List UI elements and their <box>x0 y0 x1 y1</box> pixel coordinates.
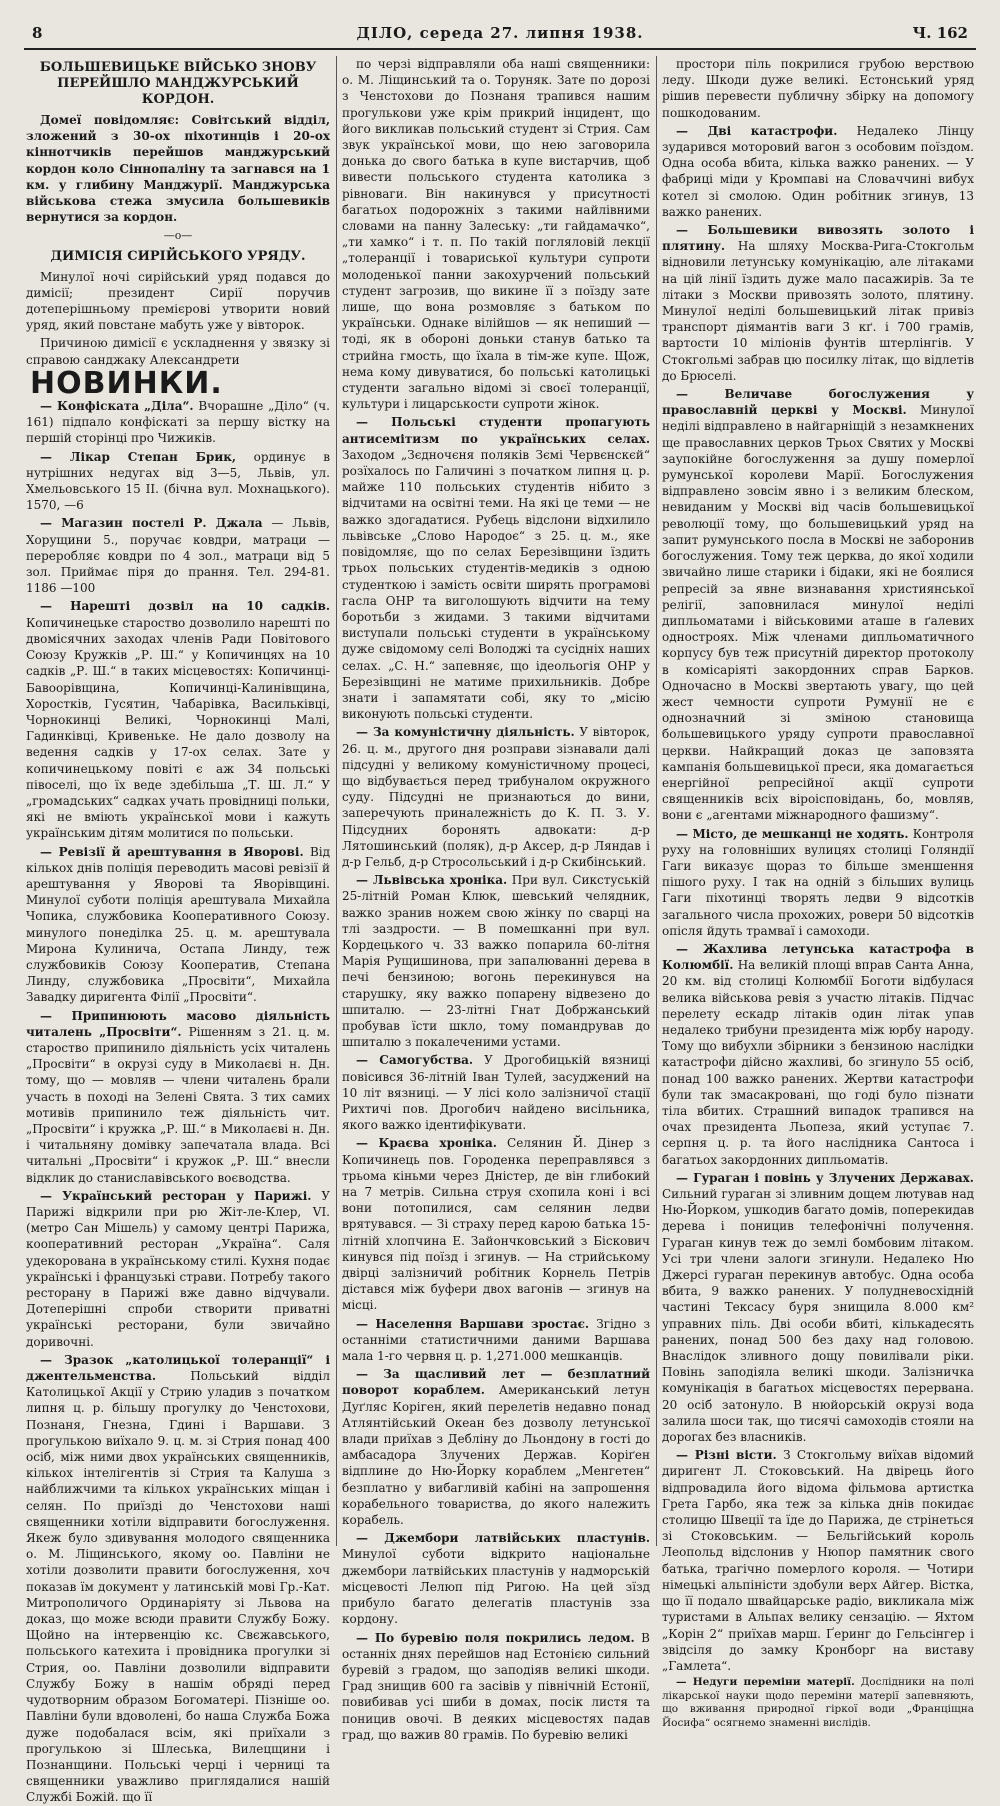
news-item-head: — За комуністичну діяльність. <box>356 725 575 740</box>
article-lead: Домеї повідомляє: Совітський відділ, зложений з 30-ох піхотинців і 20-ох кіннотчиків перейшов манджурський кордон коло Сіннопаліну та загнався на 1 км. у глибину Манджурії. Манджурська військова стежа змусила большевиків вернутися за кордон. <box>26 113 330 225</box>
news-item <box>342 1366 650 1528</box>
news-item-head: — Лікар Степан Брик, <box>40 449 237 464</box>
news-item-text: Від кількох днів поліція переводить масові ревізії й арештування у Яворові та Яворівщині. Минулої суботи поліція арештувала Михайла Чопика, службовика Кооперативного Союзу. минулого понеділка 25. ц. м. арештувала Мирона Кулинича, Остапа Линду, теж службовиків Союзу Кооператив, Степана Линду, службовика „Просвіти“, Михайла Завадку диригента Філії „Просвіти“. <box>26 844 330 1005</box>
news-item-head: — Недуги переміни матерії. <box>676 1676 855 1689</box>
news-item <box>342 724 650 870</box>
news-item-text: На шляху Москва-Рига-Стокгольм відновили летунську комунікацію, але літаками на цій лінії їздить дуже мало пасажирів. За те літаки з Москви привозять золото, плятину. Минулої неділі большевицький літак привіз транспорт діямантів ваги 3 кґ. і 700 грамів, вартости 10 міліонів фунтів штерлінгів. У Стокгольмі забрав цю посилку літак, що відлетів до Брюселі. <box>662 239 974 383</box>
news-item <box>26 598 330 841</box>
news-item-text: ординує в нутрішних недугах від 3—5, Львів, ул. Хмельовського 15 II. (бічна вул. Мохнацького). 1570, —6 <box>26 449 330 513</box>
news-item <box>26 844 330 1006</box>
news-item-text: Селянин Й. Дінер з Копичинець пов. Городенка переправлявся з трьома кіньми через Дністер, де він глибокий на 7 метрів. Сильна струя схопила коні і всі вони потопилися, сам селянин ледви врятувався. — Зі страху перед карою батька 15-літній хлопчина Е. Зайончковський з Біскович кинувся під поїзд і згинув. — На стрийському двірці залізничий робітник Корнель Петрів дістався між буфери двох вагонів — згинув на місці. <box>342 1136 650 1313</box>
news-item-head: — По буревію поля покрились ледом. <box>356 1630 635 1645</box>
news-item <box>342 1052 650 1133</box>
article-headline: БОЛЬШЕВИЦЬКЕ ВІЙСЬКО ЗНОВУ ПЕРЕЙШЛО МАНДЖУРСЬКИЙ КОРДОН. <box>39 60 317 107</box>
article-continuation: по черзі відправляли оба наші священники: о. М. Ліщинський та о. Торуняк. Зате по дорозі з Ченстохови до Познаня трапився нашим прогулькови уже крім прикрий інцидент, що його викликав польський студент зі Стрия. Сам звук української мови, що нею заговорила донька до свого батька в купе вистарчив, щоб вивести польського студента католика з рівноваги. Він накинувся у присутності багатьох подорожніх з такими найлівними словами на панну Залеську: „ти гайдамачко“, „ти хамко“ і т. п. По такій погляловій лекції „толеранції і товариської культури супроти молоденької панни закохурчений польський студент загрозив, що викине її з поїзду зате лише, що вона розмовляє з батьком по українськи. Однаке вілійшов — як непиший — тоді, як в обороні доньки станув батько та стрийна гмость, що їхала в тім-же купе. Щож, нема кому дивуватися, бо польські католицькі студенти загально відомі зі своєї толеранції, культури і лицарськости супроти жінок. <box>342 57 650 412</box>
news-item <box>662 941 974 1168</box>
news-item-head: — Самогубства. <box>356 1053 474 1068</box>
news-item-head: — Магазин постелі Р. Джала <box>40 516 263 531</box>
article-text: Причиною димісії є ускладнення у звязку зі справою санджаку Александрети <box>26 336 330 367</box>
article-continuation: простори піль покрилися грубою верствою леду. Шкоди дуже великі. Естонський уряд рішив перевести публичну збірку на допомогу пошкодованим. <box>662 57 974 120</box>
news-item-head: — Гураган і повінь у Злучених Державах. <box>676 1170 974 1185</box>
news-item-text: Минулої суботи відкрито національне джембори латвійських пластунів у надморській місцевості Лелюп під Ригою. На цей зїзд прибуло багато делегатів пластунів зза кордону. <box>342 1547 650 1627</box>
newspaper-title: ДІЛО, середа 27. липня 1938. <box>356 24 644 42</box>
news-item-text: — Львів, Хорущини 5., поручає ковдри, матраци — переробляє ковдри по 4 зол., матраци від 5 зол. Приймає піря до прання. Тел. 294-81. 1186 —100 <box>26 516 330 596</box>
news-item <box>26 1352 330 1806</box>
news-item-text: У вівторок, 26. ц. м., другого дня розправи зізнавали далі підсудні у великому комуністичному процесі, що відбувається перед трибуналом окружного суду. Підсудні не признаються до вини, заперечують приналежність до К. П. З. У. Підсудних боронять адвокати: д-р Лятошинський (поляк), д-р Аксер, д-р Ляндав і д-р Гельб, д-р Стросольський і д-р Скибінський. <box>342 725 651 869</box>
news-item-text: На великій площі вправ Санта Анна, 20 км. від столиці Колюмбії Боготи відбулася велика військова ревія з участю літаків. Підчас перелету ескадр літаків один літак упав недалеко трибуни президента між юрбу народу. Тому що вибухли збірники з бензиною наслідки катастрофи дійсно жахливі, бо згинуло 55 осіб, понад 100 важко ранених. Жертви катастрофи були так змасакровані, що годі було пізнати тіла вбитих. Страшний випадок трапився на очах президента Льопеза, який уступає 7. серпня ц. р. та його наслідника Сантоса і багатьох закордонних дипльоматів. <box>662 958 974 1167</box>
separator: —о— <box>163 229 193 243</box>
news-item <box>342 414 650 722</box>
issue-number: Ч. 162 <box>912 24 968 42</box>
news-item-text: Заходом „Зєдночєня поляків Зємі Червєнскєй“ розїхалось по Галичині з початком липня ц. р. майже 110 польських студентів нібито з відчитами на освітні теми. На які це теми — не важко здогадатися. Рубець відслони відхилило львівське „Слово Народоє“ з 25. ц. м., яке повідомляє, що по селах Березівщини їздить трьох польських студентів-медиків з одною студенткою і замість освіти ширять програмові гасла ОНР та виголошують відчити на тему боротьби з жидами. З такими відчитами виступали польські студенти в українському дуже свідомому селі Володжі та сусідніх наших селах. „С. Н.“ запевняє, що ідеольогія ОНР у Березівщині не матиме прихильників. Добре знати і запамятати собі, яку то „місію виконують польські студенти. <box>342 447 650 722</box>
news-item-head: — Зразок „католицької толеранції“ і джентельменства. <box>26 1352 330 1384</box>
news-item-head: — Нарешті дозвіл на 10 садків. <box>40 599 330 614</box>
news-item-text: Американський летун Дуґляс Коріген, який перелетів недавно понад Атлянтійський Океан без дозволу летунської влади приїхав з Дебліну до Льондону в гості до амбасадора Злучених Держав. Коріґен відплине до Ню-Йорку кораблем „Менгетен“ безплатно у вибагливій кабіні на запрошення корабельного товариства, до якого належить корабель. <box>342 1383 650 1528</box>
news-item-text: Рішенням з 21. ц. м. староство припинило діяльність усіх читалень „Просвіти“ в окрузі суду в Миколаєві н. Дн. тому, що — мовляв — члени читалень брали участь в поході на Зелені Свята. З тих самих мотивів припинило теж діяльність чит. „Просвіти“ і кружка „Р. Ш.“ в Миколаєві н. Дн. і читальняну домівку запечатала влада. Всі читальні „Просвіти“ і кружок „Р. Ш.“ внесли відклик до станиславівського воєводства. <box>26 1024 330 1185</box>
news-item-head: — За щасливий лет — безплатний поворот кораблем. <box>342 1367 650 1398</box>
column-3 <box>662 56 974 1729</box>
news-item-head: — Жахлива летунська катастрофа в Колюмбії. <box>662 941 974 973</box>
news-item-text: Польський відділ Католицької Акції у Стрию уладив з початком липня ц. р. більшу прогулку до Ченстохови, Познаня, Гнезна, Гдині і Варшави. З прогулькою виїхало 9. ц. м. зі Стрия понад 400 осіб, між ними двох українських священників, кількох інтелігентів зі Стрия та Калуша з найближчими та кількох українських міщан і селян. По приїзді до Ченстохови наші священники хотіли відправити богослуження. Якеж було здивування молодого священника о. М. Ліщинського, якому оо. Павліни не хотіли дозволити правити богослуження, хоч показав їм документ у латинській мові Гр.-Кат. Митрополичого Ординаріяту зі Львова на доказ, що може всюди правити Службу Божу. Щойно на інтервенцію кс. Свєжавського, польського катехита і провідника прогулки зі Стрия, оо. Павліни дозволили відправити Службу Божу в нашім обряді перед чудотворним образом Богоматері. Пізніше оо. Павліни були вдоволені, бо наша Служба Божа дуже подобалася всім, які приїхали з прогулькою зі Шлеська, Вилецщини і Познанщини. Польські черці і черниці та священники уважливо приглядалися нашій Службі Божій. що її <box>26 1369 330 1805</box>
news-item-text: Копичинецьке староство дозволило нарешті по двомісячних заходах членів Ради Повітового Союзу Кружків „Р. Ш.“ у Копичинцях на 10 садків „Р. Ш.“ в таких місцевостях: Копичинці-Бавоорівщина, Копичинці-Калинівщина, Хоростків, Гусятин, Чабарівка, Васильківці, Чорнокинці Великі, Чорнокинці Малі, Гадинківці, Кривеньке. Не дало дозволу на ведення садків у 17-ох селах. Зате у копичинецькому повіті є аж 34 польські півоселі, що їх веде здебільша „Т. Ш. Л.“ У „громадських“ садках учать провідниці польки, які не вміють української мови і кажуть українським дітям молитися по польськи. <box>26 615 330 841</box>
news-item <box>662 222 974 384</box>
news-item <box>26 449 330 514</box>
news-item-text: Вчорашне „Діло“ (ч. 161) підпало конфіскаті за першу вістку на першій сторінці про Чижиків. <box>26 399 330 446</box>
news-item-text: Контроля руху на головніших вулицях столиці Голяндії Гаги виказує щораз то більше зменшення пішого руху. І так на одній з більших вулиць Гаги піхотинці творять ледви 9 відсотків загального числа прохожих, ровери 50 відсотків опісля йдуть трамваї і самоходи. <box>662 826 974 938</box>
news-item-head: — Місто, де мешканці не ходять. <box>676 826 909 841</box>
news-item-text: Дослідники на полі лікарської науки щодо переміни матерії запевняють, що вживання природної гіркої води „Франціщна Йосифа“ осягнемо знаменні вислідів. <box>662 1676 974 1729</box>
news-item <box>26 1008 330 1186</box>
news-item <box>662 123 974 220</box>
news-item <box>342 872 650 1050</box>
news-item-head: — Джембори латвійських пластунів. <box>356 1531 650 1546</box>
news-item-head: — Львівська хроніка. <box>356 873 508 888</box>
news-item-head: — Краєва хроніка. <box>356 1136 497 1151</box>
news-item-text: Сильний гураган зі зливним дощем лютував над Ню-Йорком, ушкодив багато домів, поперекидав дерева і поницив телефонічні получення. Гураган кинув теж до землі бомбовим літаком. Усі три члени залоги згинули. Недалеко Ню Джерсі гураган перекинув автобус. Одна особа вбита, 9 важко ранених. У полудневосхідній частині Тексасу буря знищила 8.000 км² управних піль. Дві особи вбиті, кількадесять ранених, понад 500 без даху над головою. Внаслідок зливного дощу повилівали ріки. Повінь заподіяла великі шкоди. Залізничка комунікація в багатьох місцевостях перервана. 20 осіб затонуло. В нюйорській окрузі вода залила шоси так, що тисячі самоходів стояли на дорогах без власників. <box>662 1187 974 1445</box>
news-item <box>662 1170 974 1445</box>
news-item-text: Минулої неділі відправлено в найгарніщій з незамкнених ще православних церков Трьох Святих у Москві заупокійне богослуження за душу померлої румунської королеви Марії. Богослужения відправлено зовсім явно і з великим блеском, невиданим у Москві від часів большевицької революції тому, що большевицький уряд на запит румунського посла в Москві не заборонив богослужения. Тому теж церква, до якої ходили звичайно лише старики і бідаки, які не боялися репресій за явне визнавання християнської релігії, заповнилася минулої неділі дипльоматами і військовими аташе в ґалевих одностроях. Між членами дипльоматичного корпусу був теж присутній директор протоколу в комісаріяті закордонних справ Барков. Одночасно в Москві звертають увагу, що цей жест чемности супроти Румунії не є однозначний зі зміною становища большевицького уряду супроти православної церкви. Найкращий доказ це заповзята кампанія большевицької преси, яка домагається енергійної репресійної акції супроти священників всіх віроісповідань, бо, мовляв, вони є „агентами міжнародного фашизму“. <box>662 403 974 823</box>
news-item-text: З Стокгольму виїхав відомий диригент Л. Стоковський. На двірець його відпровадила його відома фільмова артистка Грета Гарбо, яка теж за кілька днів покидає столицю Швеції та їде до Парижа, де стрінеться зі Стоковським. — Бельгійський король Леопольд відслонив у Нюпор памятник свого батька, трагічно померлого короля. — Чотири німецькі альпіністи здобули верх Айгер. Вістка, що її подало швайцарське радіо, викликала між туристами в Альпах велику сензацію. — Яхтом „Корін 2“ приїхав марш. Ґеринг до Гельсінгер і звідсіля до замку Кронборг на виставу „Гамлета“. <box>662 1448 974 1673</box>
section-heading-news: НОВИНКИ. <box>30 365 223 401</box>
news-item <box>662 386 974 823</box>
column-1 <box>26 56 330 1805</box>
news-item-head: — Ревізії й арештування в Яворові. <box>40 844 304 859</box>
column-divider <box>336 56 337 1546</box>
news-item-text: В останніх днях перейшов над Естонією сильний буревій з градом, що заподіяв великі шкоди. Град знищив 600 га засівів у північній Естонії, повибивав усі шиби в домах, посік листя та поницив овочі. В деяких місцевостях падав град, що важив 80 грамів. По буревію великі <box>342 1630 650 1742</box>
article-text: Минулої ночі сирійський уряд подався до димісії; президент Сирії поручив дотеперішньому премієрові утворити новий уряд, який повстане мабуть уже у вівторок. <box>26 269 330 333</box>
news-item-text: Недалеко Лінцу зударився моторовий вагон з особовим поїздом. Одна особа вбита, кілька важко ранених. — У фабриці міди у Кромпаві на Словаччині вибух котел зі смолою. Один робітник згинув, 13 важко ранених. <box>662 123 974 219</box>
news-item-head: — Український ресторан у Парижі. <box>40 1188 312 1203</box>
news-item <box>662 826 974 939</box>
news-item <box>342 1316 650 1365</box>
news-item-text: При вул. Сикстуській 25-літній Роман Клюк, шевський челядник, важко зранив ножем свою жінку по сварці на тлі заздрости. — В помешканні при вул. Кордецького ч. 33 важко попарила 60-літня Марія Рущишинова, при запалюванні дерева в печі бензиною; вогонь перекинувся на старушку, яку важко попарену відвезено до шпиталю. — 23-літні Гнат Добржанський пробував їсти шкло, тому помандрував до шпиталю з покалеченими устами. <box>342 873 650 1050</box>
news-item-text: Згідно з останніми статистичними даними Варшава мала 1-го червня ц. р. 1,271.000 мешканців. <box>342 1316 651 1364</box>
news-item-head: — Конфіската „Діла“. <box>40 399 194 414</box>
news-item-text: У Дрогобицькій вязниці повісився 36-літній Іван Тулей, засуджений на 10 літ вязниці. — У лісі коло залізничої стації Рихтичі пов. Дрогобич найдено висільника, якого важко ідентифікувати. <box>342 1053 650 1133</box>
column-divider <box>656 56 657 1546</box>
masthead <box>24 22 976 48</box>
article-headline: ДИМІСІЯ СИРІЙСЬКОГО УРЯДУ. <box>50 248 306 264</box>
news-item <box>26 515 330 596</box>
news-item <box>662 1676 974 1730</box>
news-item-head: — Дві катастрофи. <box>676 123 838 138</box>
news-item <box>342 1630 650 1743</box>
header-rule <box>24 48 976 50</box>
news-item <box>26 398 330 447</box>
news-item-text: У Парижі відкрили при рю Жіт-ле-Клер, VI. (метро Сан Мішель) у самому центрі Парижа, кооперативний ресторан „Україна“. Саля удекорована в українському стилі. Кухня подає українські і французькі страви. Потребу такого ресторану в Парижі вже давно відчували. Дотеперішні спроби створити приватні українські ресторани, були звичайно доривочні. <box>26 1188 330 1349</box>
news-item-head: — Припинюють масово діяльність читалень „Просвіти“. <box>26 1008 330 1039</box>
column-2 <box>342 56 651 1742</box>
news-item <box>342 1135 650 1313</box>
news-item <box>342 1530 650 1627</box>
news-item <box>662 1447 974 1674</box>
news-item-head: — Різні вісти. <box>676 1448 777 1463</box>
page-number: 8 <box>32 24 43 42</box>
news-item-head: — Населення Варшави зростає. <box>356 1316 590 1331</box>
news-item-head: — Польські студенти пропагують антисемітизм по українських селах. <box>342 415 650 446</box>
news-item <box>26 1188 330 1350</box>
news-item-head: — Большевики вивозять золото і плятину. <box>662 223 974 254</box>
news-item-head: — Величаве богослужения у православній церкві у Москві. <box>662 387 974 418</box>
